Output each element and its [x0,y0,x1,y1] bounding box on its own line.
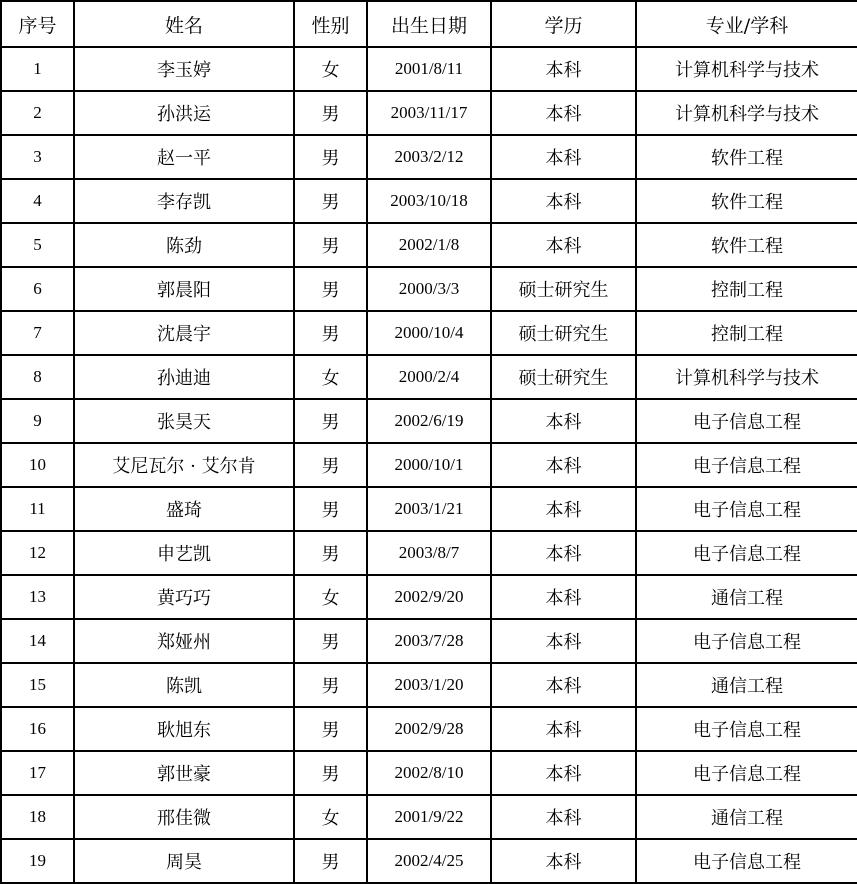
cell-education: 本科 [491,663,636,707]
cell-education: 硕士研究生 [491,355,636,399]
cell-index: 9 [1,399,74,443]
cell-name: 李存凯 [74,179,294,223]
cell-name: 邢佳微 [74,795,294,839]
cell-name: 耿旭东 [74,707,294,751]
table-row [1,619,857,663]
cell-gender: 女 [294,355,367,399]
table-row [1,575,857,619]
cell-name: 张昊天 [74,399,294,443]
cell-major: 软件工程 [636,223,857,267]
cell-education: 本科 [491,575,636,619]
cell-name: 孙洪运 [74,91,294,135]
cell-birthdate: 2003/7/28 [367,619,491,663]
cell-education: 本科 [491,47,636,91]
cell-gender: 男 [294,663,367,707]
cell-index: 3 [1,135,74,179]
cell-major: 电子信息工程 [636,399,857,443]
cell-gender: 男 [294,487,367,531]
cell-index: 8 [1,355,74,399]
cell-major: 通信工程 [636,795,857,839]
cell-index: 6 [1,267,74,311]
cell-major: 控制工程 [636,267,857,311]
cell-birthdate: 2000/3/3 [367,267,491,311]
cell-gender: 男 [294,707,367,751]
cell-major: 计算机科学与技术 [636,91,857,135]
cell-name: 黄巧巧 [74,575,294,619]
cell-name: 沈晨宇 [74,311,294,355]
cell-birthdate: 2000/10/4 [367,311,491,355]
cell-education: 本科 [491,707,636,751]
cell-index: 12 [1,531,74,575]
cell-index: 19 [1,839,74,883]
cell-education: 本科 [491,91,636,135]
table-row [1,531,857,575]
cell-gender: 男 [294,531,367,575]
cell-major: 电子信息工程 [636,487,857,531]
cell-gender: 女 [294,795,367,839]
cell-major: 电子信息工程 [636,443,857,487]
header-major: 专业/学科 [636,1,857,47]
cell-education: 本科 [491,751,636,795]
header-education: 学历 [491,1,636,47]
table-row [1,795,857,839]
cell-gender: 男 [294,443,367,487]
cell-index: 5 [1,223,74,267]
cell-name: 陈劲 [74,223,294,267]
cell-name: 陈凯 [74,663,294,707]
cell-index: 10 [1,443,74,487]
cell-gender: 男 [294,135,367,179]
header-birthdate: 出生日期 [367,1,491,47]
cell-major: 软件工程 [636,179,857,223]
header-row [1,1,857,47]
table-row [1,135,857,179]
cell-major: 软件工程 [636,135,857,179]
cell-index: 18 [1,795,74,839]
cell-education: 本科 [491,223,636,267]
header-gender: 性别 [294,1,367,47]
cell-gender: 男 [294,619,367,663]
cell-index: 13 [1,575,74,619]
table-row [1,663,857,707]
table-row [1,267,857,311]
cell-education: 硕士研究生 [491,311,636,355]
cell-birthdate: 2002/9/20 [367,575,491,619]
cell-birthdate: 2002/6/19 [367,399,491,443]
table-row [1,91,857,135]
cell-major: 通信工程 [636,575,857,619]
cell-birthdate: 2000/2/4 [367,355,491,399]
cell-gender: 女 [294,575,367,619]
cell-birthdate: 2002/1/8 [367,223,491,267]
cell-education: 硕士研究生 [491,267,636,311]
cell-birthdate: 2001/9/22 [367,795,491,839]
table-row [1,179,857,223]
cell-name: 郭世豪 [74,751,294,795]
cell-index: 11 [1,487,74,531]
cell-index: 2 [1,91,74,135]
cell-birthdate: 2003/10/18 [367,179,491,223]
cell-birthdate: 2003/2/12 [367,135,491,179]
cell-major: 控制工程 [636,311,857,355]
cell-education: 本科 [491,179,636,223]
header-index: 序号 [1,1,74,47]
cell-name: 盛琦 [74,487,294,531]
cell-name: 周昊 [74,839,294,883]
cell-birthdate: 2002/8/10 [367,751,491,795]
cell-gender: 男 [294,91,367,135]
cell-gender: 男 [294,179,367,223]
cell-birthdate: 2002/9/28 [367,707,491,751]
cell-education: 本科 [491,487,636,531]
table-body [1,47,857,883]
cell-name: 艾尼瓦尔 · 艾尔肯 [74,443,294,487]
cell-name: 郑娅州 [74,619,294,663]
table-row [1,707,857,751]
cell-major: 电子信息工程 [636,707,857,751]
cell-birthdate: 2003/1/20 [367,663,491,707]
cell-index: 14 [1,619,74,663]
cell-name: 郭晨阳 [74,267,294,311]
cell-index: 16 [1,707,74,751]
table-row [1,47,857,91]
cell-birthdate: 2003/1/21 [367,487,491,531]
cell-major: 计算机科学与技术 [636,355,857,399]
cell-education: 本科 [491,531,636,575]
cell-major: 电子信息工程 [636,839,857,883]
cell-index: 7 [1,311,74,355]
cell-education: 本科 [491,443,636,487]
table-row [1,487,857,531]
cell-name: 孙迪迪 [74,355,294,399]
cell-index: 15 [1,663,74,707]
cell-index: 4 [1,179,74,223]
cell-gender: 男 [294,223,367,267]
cell-index: 1 [1,47,74,91]
table-row [1,223,857,267]
cell-birthdate: 2002/4/25 [367,839,491,883]
cell-major: 电子信息工程 [636,619,857,663]
table-row [1,355,857,399]
cell-gender: 男 [294,399,367,443]
cell-education: 本科 [491,619,636,663]
cell-major: 电子信息工程 [636,751,857,795]
cell-education: 本科 [491,839,636,883]
cell-gender: 男 [294,311,367,355]
cell-birthdate: 2003/8/7 [367,531,491,575]
table-row [1,311,857,355]
cell-gender: 男 [294,267,367,311]
table-row [1,399,857,443]
cell-gender: 女 [294,47,367,91]
cell-gender: 男 [294,751,367,795]
header-name: 姓名 [74,1,294,47]
table-row [1,751,857,795]
cell-name: 申艺凯 [74,531,294,575]
cell-gender: 男 [294,839,367,883]
cell-birthdate: 2000/10/1 [367,443,491,487]
table-row [1,839,857,883]
cell-education: 本科 [491,795,636,839]
table-row [1,443,857,487]
cell-index: 17 [1,751,74,795]
cell-birthdate: 2003/11/17 [367,91,491,135]
cell-name: 李玉婷 [74,47,294,91]
cell-education: 本科 [491,135,636,179]
cell-major: 计算机科学与技术 [636,47,857,91]
cell-education: 本科 [491,399,636,443]
cell-name: 赵一平 [74,135,294,179]
cell-major: 电子信息工程 [636,531,857,575]
cell-birthdate: 2001/8/11 [367,47,491,91]
cell-major: 通信工程 [636,663,857,707]
